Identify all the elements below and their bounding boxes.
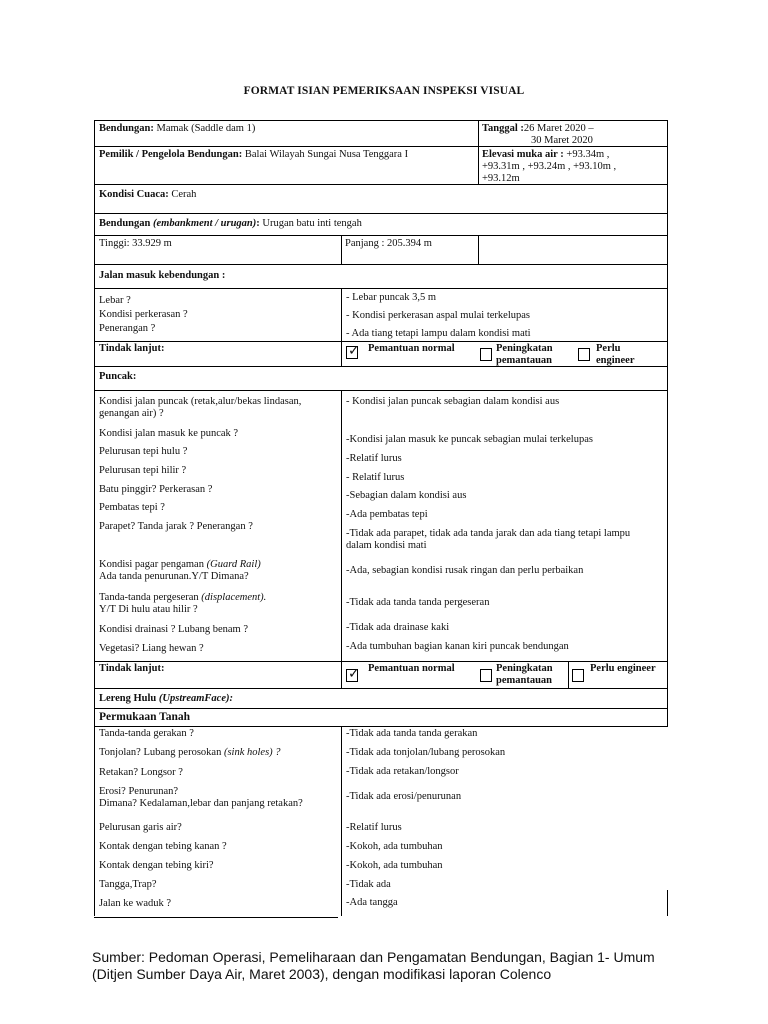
lereng-heading-italic: (UpstreamFace): — [158, 693, 233, 704]
lereng-q7: Kontak dengan tebing kiri? — [99, 860, 214, 871]
lereng-heading-text: Lereng Hulu — [99, 693, 159, 704]
cuaca-label: Kondisi Cuaca: — [99, 189, 169, 200]
puncak-q8-line1: Kondisi pagar pengaman — [99, 559, 207, 570]
option-peningkatan-2-line2: pemantauan — [496, 675, 553, 686]
row-permukaan-tanah — [94, 708, 668, 726]
elevasi-label: Elevasi muka air : — [482, 149, 564, 160]
elevasi-value-1: +93.34m , — [563, 149, 610, 160]
row-lereng-heading — [94, 688, 668, 708]
cell-tanggal — [478, 121, 667, 146]
puncak-q8-italic: (Guard Rail) — [206, 559, 261, 570]
lereng-a1: -Tidak ada tanda tanda gerakan — [346, 728, 478, 739]
tanggal-value-2: 30 Maret 2020 — [531, 135, 593, 146]
puncak-q2: Kondisi jalan masuk ke puncak ? — [99, 428, 239, 439]
lereng-a8: -Tidak ada — [346, 879, 391, 890]
checkbox-peningkatan[interactable] — [480, 348, 492, 361]
puncak-a7-line2: dalam kondisi mati — [346, 540, 427, 551]
puncak-q1 — [99, 396, 335, 420]
lereng-q4-line1: Erosi? Penurunan? — [99, 786, 179, 797]
jm-answer-1: - Lebar puncak 3,5 m — [346, 292, 437, 303]
puncak-a5: -Sebagian dalam kondisi aus — [346, 490, 467, 501]
lereng-q3: Retakan? Longsor ? — [99, 767, 183, 778]
lereng-q6: Kontak dengan tebing kanan ? — [99, 841, 227, 852]
puncak-a7-line1: -Tidak ada parapet, tidak ada tanda jarak dan ada tiang tetapi lampu — [346, 528, 631, 539]
row-tindak-lanjut-2 — [94, 661, 668, 688]
option-peningkatan — [496, 343, 553, 367]
puncak-a1: - Kondisi jalan puncak sebagian dalam kondisi aus — [346, 396, 560, 407]
puncak-q9 — [99, 592, 335, 616]
pemilik-value: Balai Wilayah Sungai Nusa Tenggara I — [242, 149, 409, 160]
lereng-q4 — [99, 786, 339, 810]
lereng-q2-text: Tonjolan? Lubang perosokan — [99, 747, 224, 758]
row-jalan-masuk — [94, 288, 668, 341]
permukaan-tanah-heading: Permukaan Tanah — [99, 711, 191, 723]
cuaca-value: Cerah — [168, 189, 197, 200]
source-footnote: Sumber: Pedoman Operasi, Pemeliharaan dan Pengamatan Bendungan, Bagian 1- Umum (Ditjen Sumber Daya Air, Maret 2003), dengan modifikasi laporan Colenco — [92, 949, 655, 982]
tindak-lanjut-label-1: Tindak lanjut: — [99, 343, 165, 354]
pemilik-label: Pemilik / Pengelola Bendungan: — [99, 149, 243, 160]
puncak-a9: -Tidak ada tanda tanda pergeseran — [346, 597, 490, 608]
lereng-q2-italic: (sink holes) ? — [223, 747, 281, 758]
tipe-value: Urugan batu inti tengah — [259, 218, 362, 229]
checkbox-perlu-engineer[interactable] — [578, 348, 590, 361]
puncak-a10: -Tidak ada drainase kaki — [346, 622, 450, 633]
lereng-a7: -Kokoh, ada tumbuhan — [346, 860, 443, 871]
puncak-q9-line2: Y/T Di hulu atau hilir ? — [99, 604, 198, 615]
option-peningkatan-2 — [496, 663, 553, 687]
puncak-q6: Pembatas tepi ? — [99, 502, 165, 513]
jalan-masuk-heading: Jalan masuk kebendungan : — [99, 270, 226, 281]
row-puncak-heading — [94, 366, 668, 390]
puncak-q10: Kondisi drainasi ? Lubang benam ? — [99, 624, 248, 635]
puncak-q9-italic: (displacement). — [201, 592, 267, 603]
row-dimensi — [94, 235, 668, 264]
row-cuaca — [94, 184, 668, 213]
tindak-lanjut-label-2: Tindak lanjut: — [99, 663, 165, 674]
puncak-q5: Batu pinggir? Perkerasan ? — [99, 484, 213, 495]
option-perlu-engineer-2: Perlu engineer — [590, 663, 656, 674]
option-perlu-engineer — [596, 343, 635, 367]
option-peningkatan-2-line1: Peningkatan — [496, 663, 553, 674]
option-perlu-line1: Perlu — [596, 343, 621, 354]
row-pemilik — [94, 146, 668, 184]
option-perlu-line2: engineer — [596, 355, 635, 366]
lereng-a9: -Ada tangga — [346, 897, 398, 908]
lereng-q4-line2: Dimana? Kedalaman,lebar dan panjang retakan? — [99, 798, 303, 809]
bendungan-value: Mamak (Saddle dam 1) — [153, 123, 256, 134]
puncak-q7: Parapet? Tanda jarak ? Penerangan ? — [99, 521, 253, 532]
option-peningkatan-line2: pemantauan — [496, 355, 553, 366]
tipe-label-italic: (embankment / urugan) — [153, 218, 257, 229]
checkbox-peningkatan-2[interactable] — [480, 669, 492, 682]
puncak-a11: -Ada tumbuhan bagian kanan kiri puncak bendungan — [346, 641, 569, 652]
puncak-heading: Puncak: — [99, 371, 137, 382]
cell-tipe-bendungan — [95, 214, 667, 235]
puncak-a4: - Relatif lurus — [346, 472, 405, 483]
lereng-a5: -Relatif lurus — [346, 822, 402, 833]
tanggal-label: Tanggal : — [482, 123, 524, 134]
puncak-a8: -Ada, sebagian kondisi rusak ringan dan perlu perbaikan — [346, 565, 584, 576]
cell-panjang: Panjang : 205.394 m — [345, 238, 432, 249]
puncak-q3: Pelurusan tepi hulu ? — [99, 446, 188, 457]
option-pemantuan-normal-2: Pemantuan normal — [368, 663, 455, 674]
puncak-q1-line2: genangan air) ? — [99, 408, 164, 419]
puncak-q4: Pelurusan tepi hilir ? — [99, 465, 187, 476]
jm-question-1: Lebar ? — [99, 295, 131, 306]
puncak-a3: -Relatif lurus — [346, 453, 402, 464]
row-puncak — [94, 390, 668, 661]
lereng-a4: -Tidak ada erosi/penurunan — [346, 791, 462, 802]
lereng-a2: -Tidak ada tonjolan/lubang perosokan — [346, 747, 506, 758]
row-lereng — [94, 726, 668, 916]
puncak-q11: Vegetasi? Liang hewan ? — [99, 643, 204, 654]
cell-tinggi: Tinggi: 33.929 m — [99, 238, 172, 249]
row-tindak-lanjut-1 — [94, 341, 668, 366]
option-peningkatan-line1: Peningkatan — [496, 343, 553, 354]
checkbox-pemantuan-normal-2[interactable] — [346, 666, 360, 682]
row-tipe-bendungan — [94, 213, 668, 235]
lereng-heading — [95, 689, 667, 708]
lereng-a3: -Tidak ada retakan/longsor — [346, 766, 459, 777]
puncak-a2: -Kondisi jalan masuk ke puncak sebagian mulai terkelupas — [346, 434, 593, 445]
puncak-a6: -Ada pembatas tepi — [346, 509, 428, 520]
lereng-a6: -Kokoh, ada tumbuhan — [346, 841, 443, 852]
cell-bendungan — [95, 121, 478, 146]
lereng-q8: Tangga,Trap? — [99, 879, 157, 890]
jm-question-3: Penerangan ? — [99, 323, 156, 334]
row-jalan-masuk-heading — [94, 264, 668, 288]
elevasi-value-3: +93.12m — [482, 173, 520, 184]
check-mark-icon: ✓ — [348, 666, 360, 682]
table-right-border-stub — [667, 890, 668, 916]
cell-cuaca — [95, 185, 667, 213]
inspection-form-table — [94, 120, 668, 916]
tipe-label-colon: : — [256, 218, 260, 229]
jm-question-2: Kondisi perkerasan ? — [99, 309, 188, 320]
lereng-q2 — [99, 747, 335, 759]
checkbox-perlu-engineer-2[interactable] — [572, 669, 584, 682]
table-bottom-border — [94, 917, 338, 918]
jm-answer-2: - Kondisi perkerasan aspal mulai terkelupas — [346, 310, 530, 321]
jm-answer-3: - Ada tiang tetapi lampu dalam kondisi mati — [346, 328, 531, 339]
cell-pemilik — [95, 147, 478, 184]
lereng-q5: Pelurusan garis air? — [99, 822, 182, 833]
puncak-q9-line1: Tanda-tanda pergeseran — [99, 592, 202, 603]
puncak-q1-line1: Kondisi jalan puncak (retak,alur/bekas lindasan, — [99, 396, 302, 407]
lereng-q1: Tanda-tanda gerakan ? — [99, 728, 194, 739]
option-pemantuan-normal: Pemantuan normal — [368, 343, 455, 354]
puncak-a7 — [346, 528, 663, 552]
page-title: FORMAT ISIAN PEMERIKSAAN INSPEKSI VISUAL — [243, 85, 525, 97]
tipe-label: Bendungan — [99, 218, 153, 229]
elevasi-value-2: +93.31m , +93.24m , +93.10m , — [482, 161, 617, 172]
lereng-q9: Jalan ke waduk ? — [99, 898, 172, 909]
cell-elevasi — [478, 147, 667, 184]
puncak-q8-line2: Ada tanda penurunan.Y/T Dimana? — [99, 571, 249, 582]
puncak-q8 — [99, 559, 335, 583]
row-bendungan — [94, 120, 668, 146]
check-mark-icon: ✓ — [348, 343, 360, 359]
checkbox-pemantuan-normal[interactable] — [346, 343, 360, 359]
bendungan-label: Bendungan: — [99, 123, 154, 134]
tanggal-value-1: 26 Maret 2020 – — [523, 123, 594, 134]
